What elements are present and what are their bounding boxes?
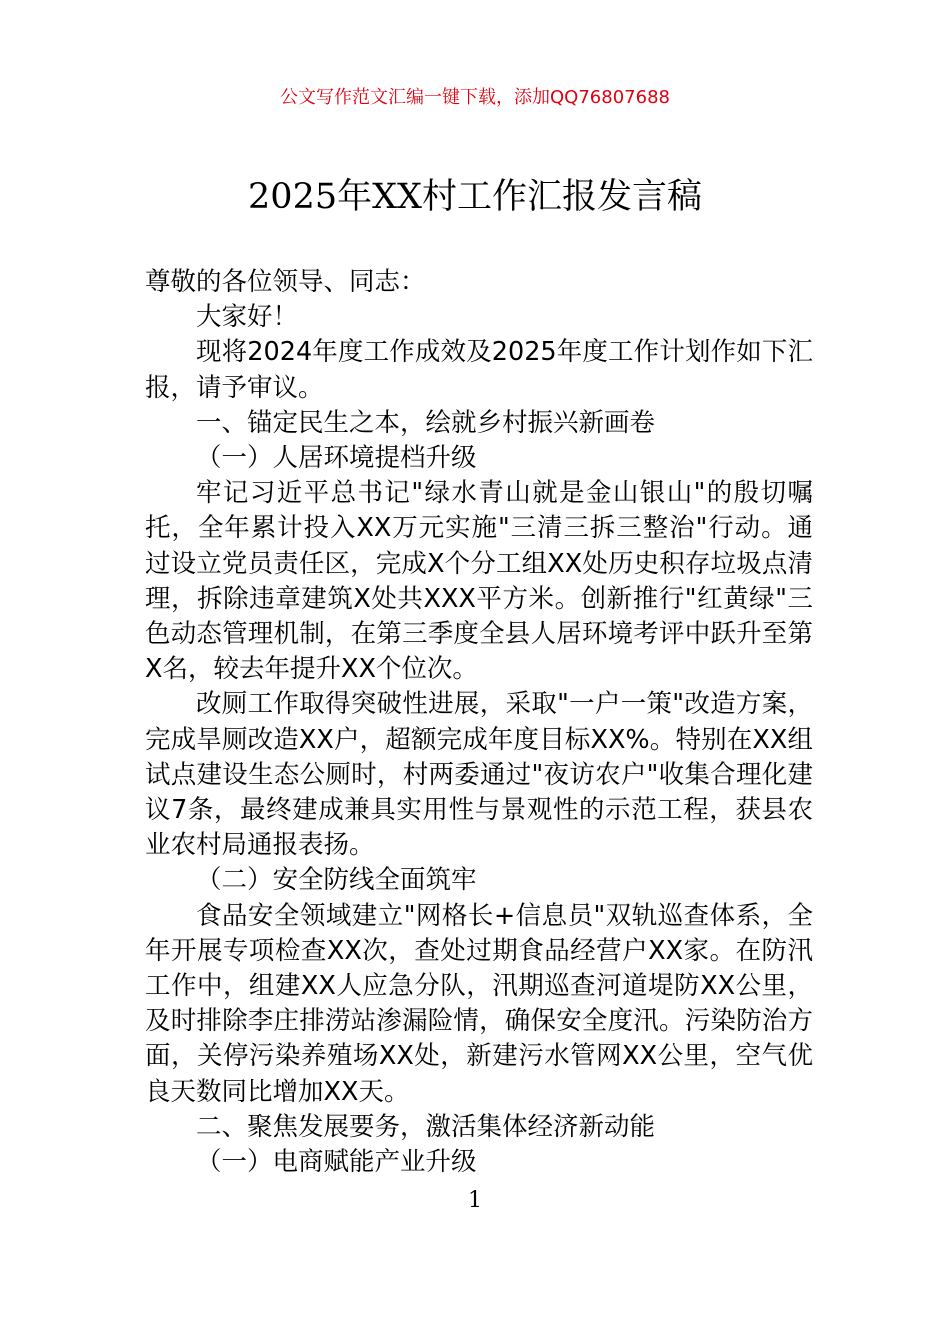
subsection-heading: （一）电商赋能产业升级: [196, 1147, 477, 1178]
salutation: 尊敬的各位领导、同志：: [145, 267, 426, 297]
greeting: 大家好！: [196, 302, 299, 333]
document-body: [145, 265, 813, 1180]
document-title: 2025年XX村工作汇报发言稿: [248, 177, 702, 217]
page-number: 1: [468, 1188, 482, 1213]
paragraph: 食品安全领域建立"网格长+信息员"双轨巡查体系，全年开展专项检查XX次，查处过期食品经营户XX家。在防汛工作中，组建XX人应急分队，汛期巡查河道堤防XX公里，及时排除李庄排涝站渗漏险情，确保安全度汛。污染防治方面，关停污染养殖场XX处，新建污水管网XX公里，空气优良天数同比增加XX天。: [145, 900, 813, 1107]
section-heading: 二、聚焦发展要务，激活集体经济新动能: [196, 1111, 656, 1142]
intro-paragraph: 现将2024年度工作成效及2025年度工作计划作如下汇报，请予审议。: [145, 337, 813, 403]
subsection-heading: （一）人居环境提档升级: [196, 443, 477, 474]
paragraph: 改厕工作取得突破性进展，采取"一户一策"改造方案，完成旱厕改造XX户，超额完成年度目标XX%。特别在XX组试点建设生态公厕时，村两委通过"夜访农户"收集合理化建议7条，最终建成兼具实用性与景观性的示范工程，获县农业农村局通报表扬。: [145, 689, 813, 861]
section-heading: 一、锚定民生之本，绘就乡村振兴新画卷: [196, 407, 656, 438]
paragraph: 牢记习近平总书记"绿水青山就是金山银山"的殷切嘱托，全年累计投入XX万元实施"三清三拆三整治"行动。通过设立党员责任区，完成X个分工组XX处历史积存垃圾点清理，拆除违章建筑X处共XXX平方米。创新推行"红黄绿"三色动态管理机制，在第三季度全县人居环境考评中跃升至第X名，较去年提升XX个位次。: [145, 478, 813, 685]
promo-banner: 公文写作范文汇编一键下载，添加QQ76807688: [280, 87, 670, 108]
subsection-heading: （二）安全防线全面筑牢: [196, 865, 477, 896]
